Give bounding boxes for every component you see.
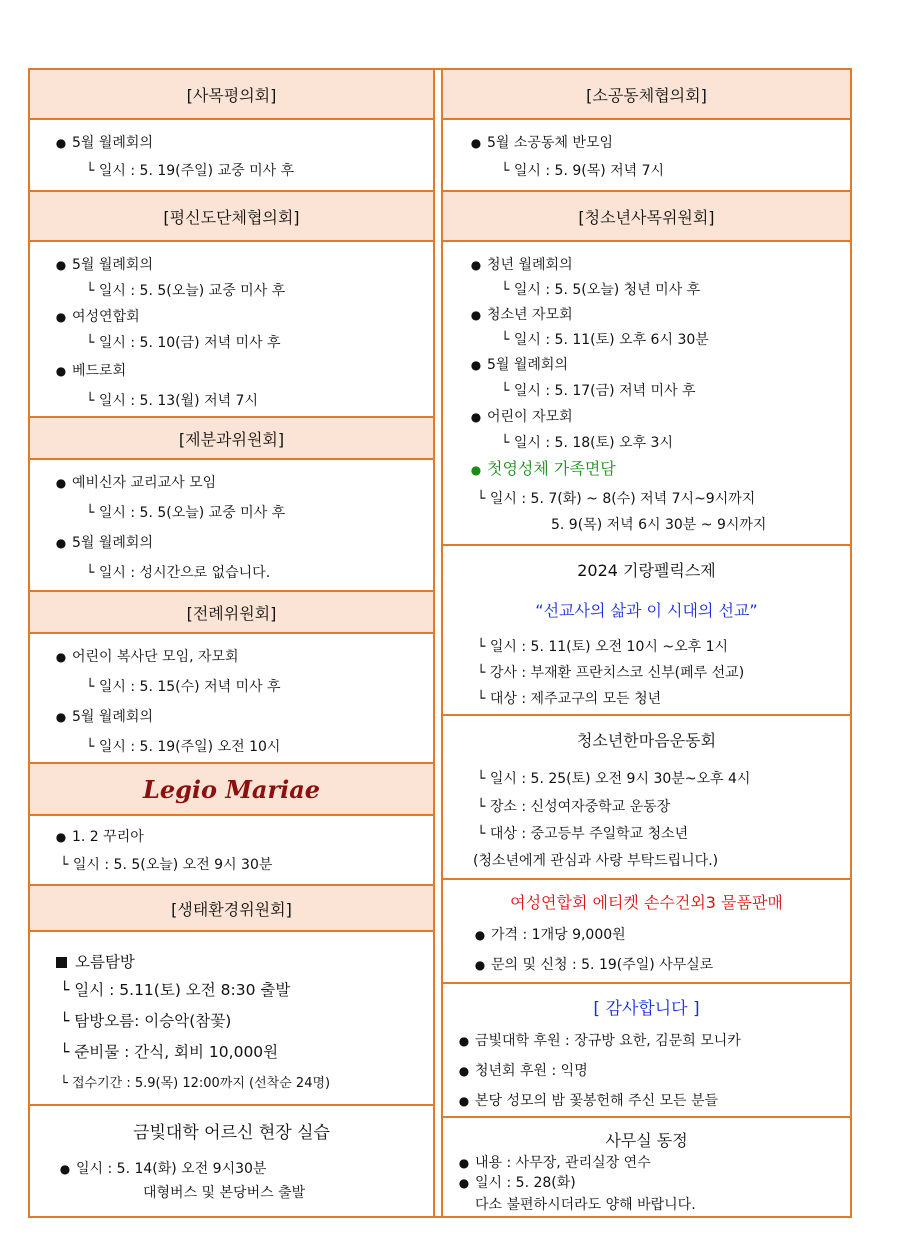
sports-note: (청소년에게 관심과 사랑 부탁드립니다.) [473, 853, 719, 869]
list-item-highlight: ● 첫영성체 가족면담 [465, 456, 616, 479]
legio-mariae-logo: Legio Mariae [142, 774, 321, 804]
list-item: ● 1. 2 꾸리아 [50, 826, 144, 846]
list-item: ● 여성연합회 [50, 306, 140, 326]
list-item-detail: └ 일시 : 5. 18(토) 오후 3시 [501, 435, 673, 451]
list-item-detail: 대형버스 및 본당버스 출발 [143, 1185, 306, 1201]
list-item-detail: └ 일시 : 5. 15(수) 저녁 미사 후 [86, 679, 281, 695]
list-item-detail: └ 일시 : 5. 5(오늘) 교중 미사 후 [86, 505, 286, 521]
list-item-detail: └ 일시 : 5. 17(금) 저녁 미사 후 [501, 383, 696, 399]
list-item: ● 5월 월례회의 [50, 254, 153, 274]
felix-title: 2024 기랑펠릭스제 [577, 561, 716, 580]
bullet-icon: ● [55, 650, 67, 664]
bullet-icon: ● [55, 364, 67, 378]
list-item-detail: └ 일시 : 5. 5(오늘) 오전 9시 30분 [60, 857, 273, 873]
list-item: ● 금빛대학 후원 : 장규방 요한, 김문희 모니카 [453, 1030, 741, 1050]
youth-title: [청소년사목위원회] [578, 207, 715, 227]
list-item-detail: └ 일시 : 5. 7(화) ~ 8(수) 저녁 7시~9시까지 [477, 491, 756, 507]
bullet-icon: ● [55, 258, 67, 272]
list-item: ● 5월 월례회의 [50, 532, 153, 552]
bullet-icon: ● [458, 1064, 470, 1078]
list-item: ● 청년 월례회의 [465, 254, 573, 274]
saengtae-title: [생태환경위원회] [171, 899, 292, 919]
list-item: ● 5월 월례회의 [465, 354, 568, 374]
list-item: ● 문의 및 신청 : 5. 19(주일) 사무실로 [469, 954, 713, 974]
list-item-detail: └ 장소 : 신성여자중학교 운동장 [477, 799, 671, 815]
office-section [443, 1116, 850, 1220]
bullet-icon: ● [474, 958, 486, 972]
samok-body [30, 120, 433, 190]
bullet-icon: ● [55, 136, 67, 150]
pyeongsin-header [30, 190, 433, 242]
list-item-detail: 5. 9(목) 저녁 6시 30분 ~ 9시까지 [551, 517, 767, 533]
bullet-icon: ● [458, 1094, 470, 1108]
list-item-detail: └ 준비물 : 간식, 회비 10,000원 [60, 1043, 279, 1061]
list-item: ● 본당 성모의 밤 꽃봉헌해 주신 모든 분들 [453, 1090, 718, 1110]
list-item-detail: └ 일시 : 5. 19(주일) 오전 10시 [86, 739, 281, 755]
right-column [443, 70, 850, 1220]
list-item-detail: └ 일시 : 5. 10(금) 저녁 미사 후 [86, 335, 281, 351]
list-item-detail: └ 접수기간 : 5.9(목) 12:00까지 (선착순 24명) [60, 1076, 331, 1091]
bullet-icon: ● [55, 710, 67, 724]
jebun-title: [제분과위원회] [178, 429, 285, 449]
list-item: ● 청년회 후원 : 익명 [453, 1060, 588, 1080]
list-item: ● 일시 : 5. 14(화) 오전 9시30분 [54, 1158, 266, 1178]
felix-subtitle: “선교사의 삶과 이 시대의 선교” [535, 601, 758, 620]
list-item-detail: └ 일시 : 5. 5(오늘) 교중 미사 후 [86, 283, 286, 299]
list-item: ● 5월 월례회의 [50, 132, 153, 152]
geumbit-section [30, 1104, 433, 1210]
youth-header [443, 190, 850, 242]
bullet-icon: ● [470, 136, 482, 150]
jebun-body [30, 460, 433, 590]
youth-body [443, 242, 850, 544]
list-item-detail: └ 일시 : 5. 9(목) 저녁 7시 [501, 163, 665, 179]
list-item: ● 예비신자 교리교사 모임 [50, 472, 216, 492]
legio-body [30, 816, 433, 884]
bullet-icon: ● [470, 410, 482, 424]
etiquette-title: 여성연합회 에티켓 손수건외3 물품판매 [510, 893, 783, 912]
list-item-detail: └ 일시 : 5. 11(토) 오전 10시 ~오후 1시 [477, 639, 729, 655]
list-item-detail: └ 일시 : 5. 11(토) 오후 6시 30분 [501, 332, 709, 348]
sogong-body [443, 120, 850, 190]
jebun-header [30, 416, 433, 460]
office-note: 다소 불편하시더라도 양해 바랍니다. [475, 1197, 696, 1213]
list-item-detail: └ 탐방오름: 이승악(참꽃) [60, 1012, 232, 1030]
jeonrye-title: [전례위원회] [186, 603, 277, 623]
sogong-header [443, 70, 850, 120]
list-item: ● 5월 소공동체 반모임 [465, 132, 613, 152]
bullet-icon: ● [458, 1176, 470, 1190]
sogong-title: [소공동체협의회] [586, 85, 707, 105]
samok-title: [사목평의회] [186, 85, 277, 105]
list-item-detail: └ 일시 : 성시간으로 없습니다. [86, 565, 271, 581]
bullet-icon: ● [470, 258, 482, 272]
list-item-detail: └ 일시 : 5. 13(월) 저녁 7시 [86, 393, 258, 409]
list-item-detail: └ 일시 : 5.11(토) 오전 8:30 출발 [60, 981, 291, 999]
geumbit-title: 금빛대학 어르신 현장 실습 [133, 1123, 330, 1143]
list-item-detail: └ 강사 : 부재환 프란치스코 신부(페루 선교) [477, 665, 745, 681]
list-item-detail: └ 대상 : 제주교구의 모든 청년 [477, 691, 662, 707]
bullet-icon: ● [55, 476, 67, 490]
legio-header [30, 762, 433, 816]
sports-title: 청소년한마음운동회 [576, 731, 717, 750]
bullet-icon: ● [55, 536, 67, 550]
bullet-icon: ● [470, 358, 482, 372]
bullet-icon: ● [55, 830, 67, 844]
list-item: ● 어린이 자모회 [465, 406, 573, 426]
bullet-icon: ● [470, 308, 482, 322]
list-item-detail: └ 일시 : 5. 25(토) 오전 9시 30분~오후 4시 [477, 771, 751, 787]
jeonrye-body [30, 634, 433, 762]
column-divider [433, 68, 443, 1218]
bullet-icon: ● [55, 310, 67, 324]
bullet-icon: ● [474, 928, 486, 942]
bullet-icon: ● [458, 1156, 470, 1170]
thanks-section [443, 982, 850, 1116]
bullet-icon: ● [470, 463, 482, 477]
list-item: ● 베드로회 [50, 360, 126, 380]
etiquette-section [443, 878, 850, 982]
list-item: ● 가격 : 1개당 9,000원 [469, 924, 626, 944]
sports-section [443, 714, 850, 878]
bullet-icon: ● [458, 1034, 470, 1048]
list-item: ● 어린이 복사단 모임, 자모회 [50, 646, 239, 666]
list-item: ● 일시 : 5. 28(화) [453, 1172, 576, 1192]
jeonrye-header [30, 590, 433, 634]
list-item-detail: └ 일시 : 5. 5(오늘) 청년 미사 후 [501, 282, 701, 298]
list-item: ● 5월 월례회의 [50, 706, 153, 726]
list-item-detail: └ 일시 : 5. 19(주일) 교중 미사 후 [86, 163, 295, 179]
list-heading: 오름탐방 [56, 950, 135, 972]
felix-section [443, 544, 850, 714]
office-title: 사무실 동정 [605, 1131, 688, 1150]
square-bullet-icon [56, 957, 67, 968]
list-item-detail: └ 대상 : 중고등부 주일학교 청소년 [477, 826, 689, 842]
thanks-title: [ 감사합니다 ] [593, 999, 700, 1019]
saengtae-body [30, 932, 433, 1104]
saengtae-header [30, 884, 433, 932]
left-column [30, 70, 433, 1210]
bullet-icon: ● [59, 1162, 71, 1176]
pyeongsin-title: [평신도단체협의회] [163, 207, 300, 227]
pyeongsin-body [30, 242, 433, 416]
samok-header [30, 70, 433, 120]
list-item: ● 청소년 자모회 [465, 304, 573, 324]
list-item: ● 내용 : 사무장, 관리실장 연수 [453, 1152, 651, 1172]
